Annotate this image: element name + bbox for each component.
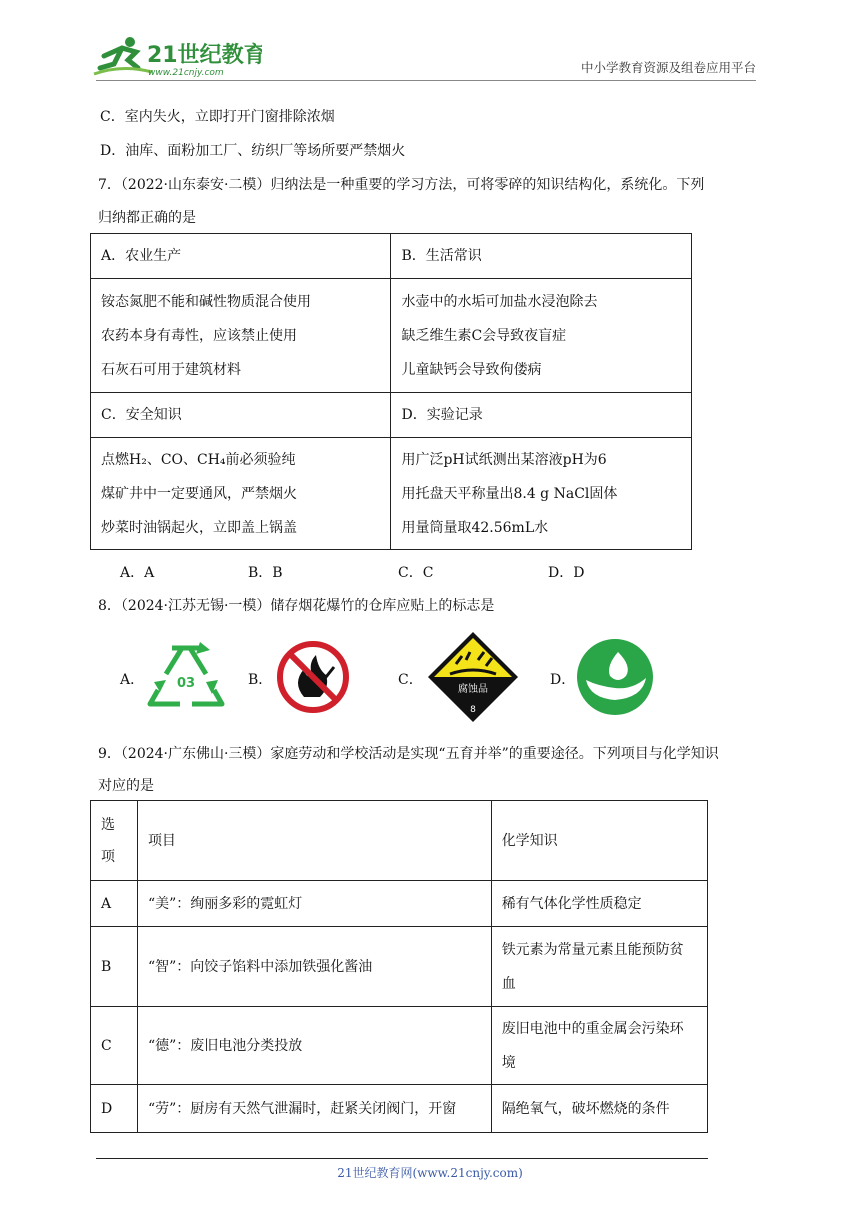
- q9-head-knowledge: 化学知识: [491, 801, 707, 881]
- q7-b-items: 水壶中的水垢可加盐水浸泡除去 缺乏维生素C会导致夜盲症 儿童缺钙会导致佝偻病: [391, 279, 692, 393]
- q8-option-c-label: C．: [398, 672, 423, 688]
- q6-option-d: D．油库、面粉加工厂、纺织厂等场所要严禁烟火: [100, 143, 406, 159]
- q7-b-head: B．生活常识: [391, 234, 692, 279]
- q9-stem-line1: 9．（2024·广东佛山·三模）家庭劳动和学校活动是实现“五育并举”的重要途径。下列项目与化学知识: [98, 746, 719, 762]
- q9-head-item: 项目: [137, 801, 491, 881]
- q8-option-d-label: D．: [550, 672, 576, 688]
- table-row: [91, 801, 708, 881]
- q7-choice-b: B．B: [248, 565, 283, 581]
- q7-stem-line1: 7．（2022·山东泰安·二模）归纳法是一种重要的学习方法，可将零碎的知识结构化，系统化。下列: [98, 177, 705, 193]
- q7-c-head: C．安全知识: [91, 393, 391, 438]
- table-row: B “智”：向饺子馅料中添加铁强化酱油 铁元素为常量元素且能预防贫血: [91, 927, 708, 1007]
- q9-head-option: 选项: [91, 801, 138, 881]
- svg-text:8: 8: [470, 705, 476, 715]
- q7-choice-a: A．A: [120, 565, 155, 581]
- platform-title: 中小学教育资源及组卷应用平台: [580, 60, 756, 75]
- footer-text: 21世纪教育网(www.21cnjy.com): [337, 1166, 523, 1180]
- q7-a-head: A．农业生产: [91, 234, 391, 279]
- q8-option-a-label: A．: [120, 672, 145, 688]
- q7-choice-d: D．D: [548, 565, 585, 581]
- q7-d-head: D．实验记录: [391, 393, 692, 438]
- no-fire-icon: [274, 639, 352, 715]
- svg-text:21世纪教育: 21世纪教育: [147, 43, 262, 68]
- water-saving-icon: [576, 638, 654, 716]
- q7-stem-line2: 归纳都正确的是: [98, 210, 196, 226]
- svg-text:03: 03: [176, 676, 196, 691]
- q6-option-c: C．室内失火，立即打开门窗排除浓烟: [100, 109, 335, 125]
- q9-table: [90, 800, 708, 1133]
- q7-table: [90, 233, 692, 550]
- q7-a-items: 铵态氮肥不能和碱性物质混合使用 农药本身有毒性，应该禁止使用 石灰石可用于建筑材料: [91, 279, 391, 393]
- table-row: D “劳”：厨房有天然气泄漏时，赶紧关闭阀门，开窗 隔绝氧气，破坏燃烧的条件: [91, 1085, 708, 1133]
- corrosive-sign-icon: [426, 630, 520, 724]
- q7-c-items: 点燃H₂、CO、CH₄前必须验纯 煤矿井中一定要通风，严禁烟火 炒菜时油锅起火，立即盖上锅盖: [91, 438, 391, 550]
- q8-stem: 8．（2024·江苏无锡·一模）储存烟花爆竹的仓库应贴上的标志是: [98, 598, 495, 614]
- footer-divider: [96, 1158, 708, 1159]
- svg-text:腐蚀品: 腐蚀品: [458, 684, 488, 695]
- recycle-icon: [144, 640, 228, 712]
- q9-stem-line2: 对应的是: [98, 778, 154, 794]
- site-logo: [92, 34, 262, 80]
- q8-option-b-label: B．: [248, 672, 273, 688]
- runner-logo-icon: [94, 37, 152, 74]
- table-row: A “美”：绚丽多彩的霓虹灯 稀有气体化学性质稳定: [91, 881, 708, 927]
- header-divider: [96, 80, 756, 81]
- q7-d-items: 用广泛pH试纸测出某溶液pH为6 用托盘天平称量出8.4 g NaCl固体 用量筒量取42.56mL水: [391, 438, 692, 550]
- q7-choice-c: C．C: [398, 565, 434, 581]
- table-row: C “德”：废旧电池分类投放 废旧电池中的重金属会污染环境: [91, 1007, 708, 1085]
- svg-text:www.21cnjy.com: www.21cnjy.com: [148, 68, 224, 78]
